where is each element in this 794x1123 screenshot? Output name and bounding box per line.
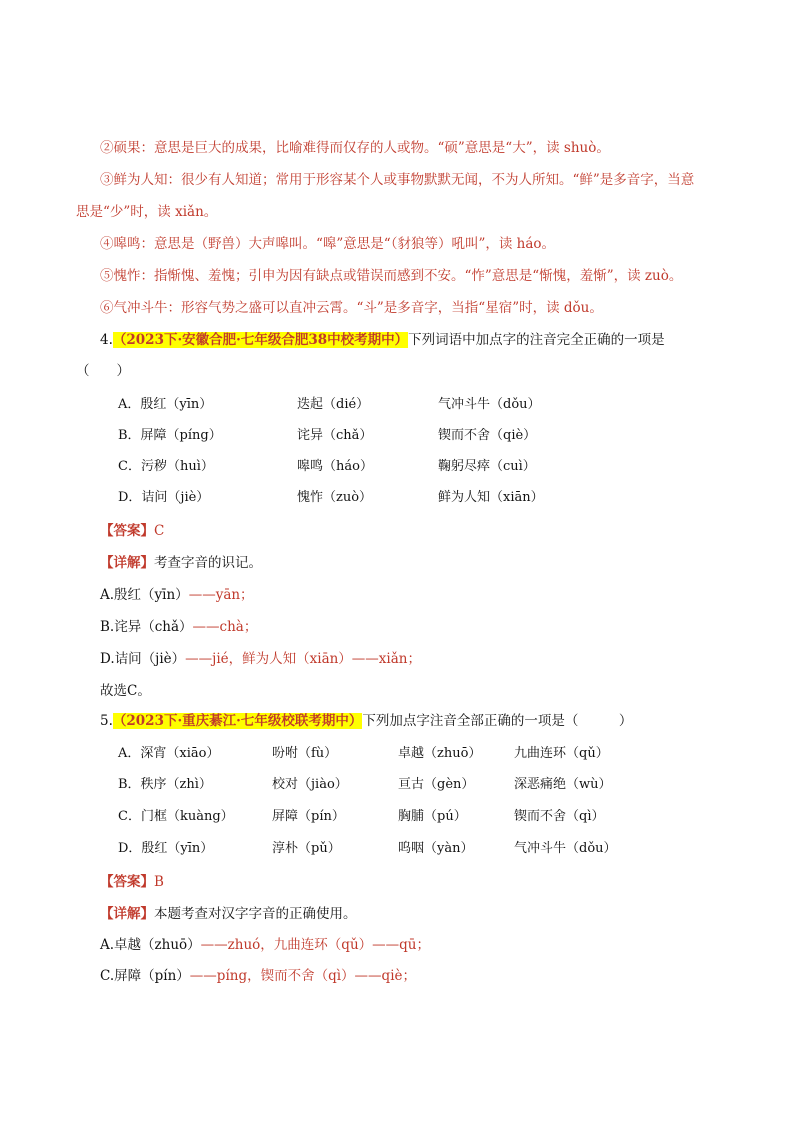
- q4-detail-a-rest: ——yān；: [188, 587, 254, 603]
- q5-option-a-1: A．深宵（xiāo）: [118, 746, 220, 761]
- question-5-stem-line: [100, 711, 632, 731]
- question-4-number: 4.: [100, 332, 113, 348]
- q5-option-c-2: 屏障（pín）: [272, 809, 345, 824]
- q4-detail-d-rest: ——jié，鲜为人知（xiān）——xiǎn；: [185, 651, 421, 667]
- explanation-line-3: 思是“少”时，读 xiǎn。: [76, 204, 218, 220]
- explanation-line-5: ⑤愧怍：指惭愧、羞愧；引申为因有缺点或错误而感到不安。“怍”意思是“惭愧，羞惭”，读 zuò。: [100, 268, 683, 284]
- q5-detail-a-rest: ——zhuó，九曲连环（qǔ）——qū；: [200, 937, 430, 953]
- q4-option-b-2: 诧异（chǎ）: [297, 428, 373, 443]
- q4-option-d-2: 愧怍（zuò）: [297, 490, 373, 505]
- q5-detail-text: 本题考查对汉字字音的正确使用。: [154, 906, 357, 922]
- q5-option-d-4: 气冲斗牛（dǒu）: [514, 841, 617, 856]
- q4-option-d-1: D．诘问（jiè）: [118, 490, 210, 505]
- q5-option-c-3: 胸脯（pú）: [398, 809, 467, 824]
- q5-option-a-2: 吩咐（fù）: [272, 746, 338, 761]
- q4-answer-value: C: [154, 523, 165, 539]
- q4-option-c-3: 鞠躬尽瘁（cuì）: [438, 459, 536, 474]
- q5-answer-value: B: [154, 874, 164, 890]
- q5-option-b-4: 深恶痛绝（wù）: [514, 777, 612, 792]
- explanation-line-4: ④嗥鸣：意思是（野兽）大声嗥叫。“嗥”意思是“（豺狼等）吼叫”，读 háo。: [100, 236, 556, 252]
- q5-option-c-4: 锲而不舍（qì）: [514, 809, 605, 824]
- q4-detail-a-prefix: A.殷红（yīn）: [100, 587, 189, 603]
- q4-option-c-2: 嗥鸣（háo）: [297, 459, 373, 474]
- question-5-source: （2023下·重庆綦江·七年级校联考期中）: [112, 713, 363, 729]
- q5-option-b-2: 校对（jiào）: [272, 777, 348, 792]
- q4-option-a-2: 迭起（dié）: [297, 397, 370, 412]
- explanation-line-1: ②硕果：意思是巨大的成果，比喻难得而仅存的人或物。“硕”意思是“大”，读 shuò。: [100, 140, 610, 156]
- q4-option-a-1: A．殷红（yīn）: [118, 397, 213, 412]
- q4-detail-a: [100, 585, 254, 605]
- q4-option-d-3: 鲜为人知（xiān）: [438, 490, 544, 505]
- q5-option-d-3: 呜咽（yàn）: [398, 841, 474, 856]
- q5-option-a-4: 九曲连环（qǔ）: [514, 746, 609, 761]
- q5-option-b-3: 亘古（gèn）: [398, 777, 475, 792]
- q5-detail-a: [100, 935, 430, 955]
- q4-detail-b-prefix: B.诧异（chǎ）: [100, 619, 193, 635]
- q4-option-a-3: 气冲斗牛（dǒu）: [438, 397, 541, 412]
- q4-answer-label: 【答案】: [100, 523, 154, 539]
- q5-detail-c: [100, 966, 416, 986]
- q5-detail: [100, 904, 357, 924]
- q5-detail-c-prefix: C.屏障（pín）: [100, 968, 190, 984]
- q4-detail-text: 考查字音的识记。: [154, 555, 262, 571]
- q4-option-c-1: C．污秽（huì）: [118, 459, 214, 474]
- question-4-stem-line: [100, 330, 665, 350]
- q5-detail-label: 【详解】: [100, 906, 154, 922]
- q5-answer: [100, 872, 164, 892]
- explanation-line-2: ③鲜为人知：很少有人知道；常用于形容某个人或事物默默无闻，不为人所知。“鲜”是多音字，当意: [100, 172, 695, 188]
- question-5-stem: 下列加点字注音全部正确的一项是（ ）: [362, 713, 633, 729]
- q4-detail: [100, 553, 262, 573]
- question-4-source: （2023下·安徽合肥·七年级合肥38中校考期中）: [112, 332, 409, 348]
- q5-detail-a-prefix: A.卓越（zhuō）: [100, 937, 201, 953]
- q4-option-b-1: B．屏障（píng）: [118, 428, 222, 443]
- q5-detail-c-rest: ——píng，锲而不舍（qì）——qiè；: [189, 968, 417, 984]
- q4-answer: [100, 521, 164, 541]
- question-4-stem: 下列词语中加点字的注音完全正确的一项是: [408, 332, 665, 348]
- q5-option-d-1: D．殷红（yīn）: [118, 841, 214, 856]
- q5-answer-label: 【答案】: [100, 874, 154, 890]
- q4-conclusion: 故选C。: [100, 683, 151, 699]
- explanation-line-6: ⑥气冲斗牛：形容气势之盛可以直冲云霄。“斗”是多音字，当指“星宿”时，读 dǒu。: [100, 300, 603, 316]
- q4-detail-d: [100, 649, 421, 669]
- question-4-paren: （ ）: [76, 363, 130, 379]
- question-5-number: 5.: [100, 713, 113, 729]
- q5-option-a-3: 卓越（zhuō）: [398, 746, 482, 761]
- q4-detail-b-rest: ——chà；: [192, 619, 258, 635]
- q4-option-b-3: 锲而不舍（qiè）: [438, 428, 537, 443]
- q5-option-d-2: 淳朴（pǔ）: [272, 841, 341, 856]
- q5-option-c-1: C．门框（kuàng）: [118, 809, 234, 824]
- q4-detail-d-prefix: D.诘问（jiè）: [100, 651, 186, 667]
- q4-detail-b: [100, 617, 257, 637]
- q4-detail-label: 【详解】: [100, 555, 154, 571]
- q5-option-b-1: B．秩序（zhì）: [118, 777, 212, 792]
